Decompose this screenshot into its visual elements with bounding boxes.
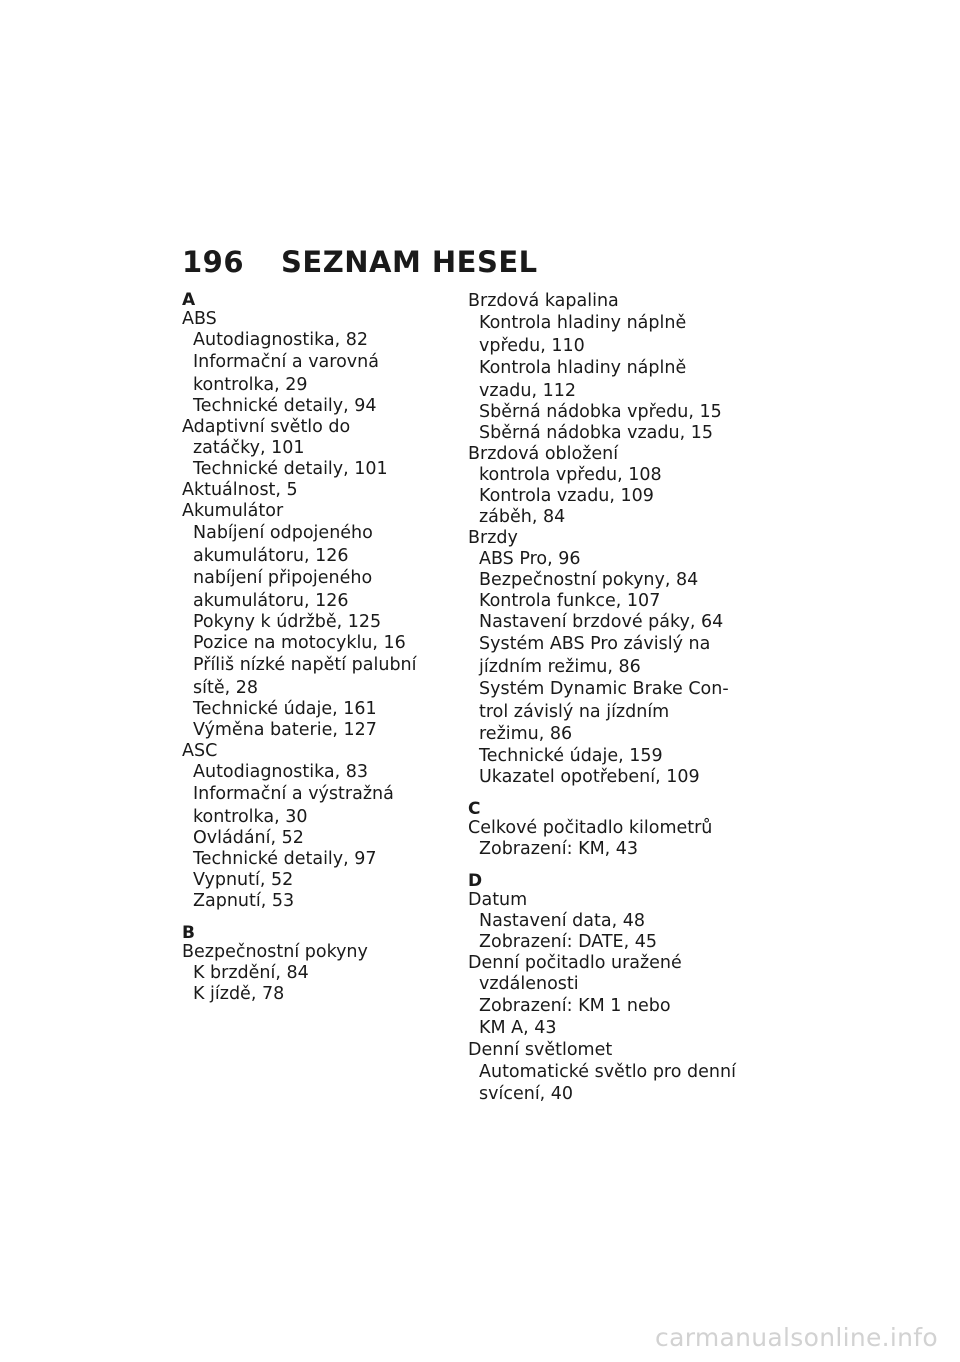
index-subentry <box>182 633 462 654</box>
index-subentry-line: Kontrola funkce, 107 <box>479 591 661 611</box>
index-subentry <box>468 507 758 528</box>
watermark-text: carmanualsonline.info <box>655 1323 938 1352</box>
index-subentry-line: Technické detaily, 101 <box>193 459 388 479</box>
index-term: Aktuálnost, 5 <box>182 480 298 500</box>
index-subentry-line: Zapnutí, 53 <box>193 891 295 911</box>
index-term: Brzdy <box>468 528 518 548</box>
index-subentry-line: Kontrola hladiny náplně <box>479 358 687 378</box>
index-term: Brzdová kapalina <box>468 291 619 311</box>
index-subentry-line: Vypnutí, 52 <box>193 870 294 890</box>
index-subentry-line: Technické údaje, 161 <box>193 699 377 719</box>
index-letter-heading: C <box>468 798 481 819</box>
index-subentry <box>182 351 462 396</box>
index-subentry-line: kontrolka, 29 <box>193 374 308 395</box>
index-subentry <box>468 549 758 570</box>
index-subentry <box>468 612 758 633</box>
index-subentry-line: K brzdění, 84 <box>193 963 309 983</box>
index-term: Adaptivní světlo do <box>182 417 351 437</box>
index-subentry <box>182 396 462 417</box>
index-letter-heading: A <box>182 290 196 310</box>
index-subentry-line: Technické detaily, 94 <box>193 396 377 416</box>
index-subentry-line: K jízdě, 78 <box>193 984 285 1004</box>
index-subentry <box>468 591 758 612</box>
index-subentry-line: Nastavení data, 48 <box>479 910 645 931</box>
index-subentry <box>468 423 758 444</box>
index-subentry <box>182 762 462 783</box>
index-subentry-line: vzdálenosti <box>479 973 579 994</box>
index-subentry-line: Ukazatel opotřebení, 109 <box>479 766 700 787</box>
index-subentry-line: Sběrná nádobka vzadu, 15 <box>479 423 713 443</box>
index-subentry <box>182 891 462 912</box>
index-subentry <box>182 828 462 849</box>
index-subentry-line: Nastavení brzdové páky, 64 <box>479 612 724 632</box>
index-term: Denní počitadlo uražené <box>468 952 682 973</box>
index-subentry-line: Pokyny k údržbě, 125 <box>193 612 382 632</box>
index-subentry-line: Bezpečnostní pokyny, 84 <box>479 570 699 590</box>
index-column-right <box>468 291 758 1106</box>
index-subentry <box>468 1061 758 1106</box>
index-subentry-line: Kontrola vzadu, 109 <box>479 486 654 506</box>
index-subentry-line: KM A, 43 <box>479 1018 557 1038</box>
index-subentry-line: kontrolka, 30 <box>193 806 308 827</box>
index-term: Akumulátor <box>182 501 284 521</box>
index-subentry <box>468 570 758 591</box>
index-subentry <box>468 839 758 860</box>
index-subentry-line: Zobrazení: KM, 43 <box>479 838 639 859</box>
index-subentry-line: jízdním režimu, 86 <box>479 656 641 677</box>
index-subentry <box>182 459 462 480</box>
index-subentry <box>182 849 462 870</box>
index-subentry-line: Zobrazení: DATE, 45 <box>479 931 658 952</box>
index-subentry <box>182 699 462 720</box>
index-subentry-line: ABS Pro, 96 <box>479 549 581 569</box>
index-subentry <box>182 654 462 699</box>
index-subentry <box>468 995 758 1040</box>
index-subentry-line: Autodiagnostika, 82 <box>193 330 369 350</box>
index-subentry <box>182 522 462 567</box>
index-subentry <box>468 402 758 423</box>
index-subentry-line: trol závislý na jízdním <box>479 701 670 722</box>
index-subentry-line: Zobrazení: KM 1 nebo <box>479 995 671 1016</box>
index-subentry-line: Informační a výstražná <box>193 784 394 804</box>
index-subentry-line: vzadu, 112 <box>479 380 576 401</box>
index-subentry-line: Systém Dynamic Brake Con- <box>479 679 729 699</box>
index-subentry <box>468 312 758 357</box>
index-subentry-line: Kontrola hladiny náplně <box>479 313 687 333</box>
index-subentry-line: Automatické světlo pro denní <box>479 1061 736 1082</box>
index-column-left <box>182 291 462 1005</box>
index-subentry-line: Nabíjení odpojeného <box>193 523 373 543</box>
index-subentry <box>182 330 462 351</box>
index-term: Denní světlomet <box>468 1039 613 1060</box>
index-term: ASC <box>182 741 218 761</box>
index-subentry-line: vpředu, 110 <box>479 335 585 356</box>
index-subentry-line: Systém ABS Pro závislý na <box>479 634 711 654</box>
index-subentry-line: sítě, 28 <box>193 677 259 698</box>
index-subentry-line: zatáčky, 101 <box>193 438 305 458</box>
index-letter-heading: D <box>468 870 483 891</box>
page-header <box>182 244 538 280</box>
index-subentry <box>182 720 462 741</box>
index-subentry <box>182 567 462 612</box>
index-subentry-line: svícení, 40 <box>479 1084 574 1104</box>
index-term: Bezpečnostní pokyny <box>182 942 368 962</box>
index-subentry-line: Příliš nízké napětí palubní <box>193 655 417 675</box>
index-subentry-line: kontrola vpředu, 108 <box>479 465 662 485</box>
index-subentry-line: režimu, 86 <box>479 724 573 744</box>
index-subentry <box>468 633 758 678</box>
index-subentry <box>182 870 462 891</box>
index-term: Datum <box>468 889 528 910</box>
page-number: 196 <box>182 245 245 279</box>
index-subentry <box>468 678 758 746</box>
index-subentry-line: Pozice na motocyklu, 16 <box>193 633 406 653</box>
index-subentry-line: Technické detaily, 97 <box>193 849 377 869</box>
index-subentry-line: Sběrná nádobka vpředu, 15 <box>479 402 722 422</box>
index-subentry-line: Ovládání, 52 <box>193 828 304 848</box>
index-subentry <box>468 746 758 767</box>
index-subentry <box>182 783 462 828</box>
index-subentry <box>468 767 758 788</box>
page-title: SEZNAM HESEL <box>281 245 538 279</box>
index-subentry-line: Technické údaje, 159 <box>479 745 663 766</box>
index-term: Celkové počitadlo kilometrů <box>468 817 713 838</box>
index-subentry-line: Autodiagnostika, 83 <box>193 762 369 782</box>
index-subentry <box>468 932 758 953</box>
index-subentry <box>182 984 462 1005</box>
index-subentry-line: akumulátoru, 126 <box>193 590 349 611</box>
index-subentry <box>182 438 462 459</box>
index-term: ABS <box>182 309 217 329</box>
index-subentry <box>468 974 758 995</box>
index-subentry <box>468 465 758 486</box>
index-term: Brzdová obložení <box>468 444 619 464</box>
index-subentry <box>468 486 758 507</box>
index-subentry <box>468 911 758 932</box>
index-subentry-line: Informační a varovná <box>193 352 379 372</box>
index-subentry <box>468 357 758 402</box>
index-subentry-line: nabíjení připojeného <box>193 568 373 588</box>
index-letter-heading: B <box>182 923 195 943</box>
index-subentry <box>182 612 462 633</box>
index-subentry-line: akumulátoru, 126 <box>193 545 349 566</box>
index-subentry <box>182 963 462 984</box>
index-subentry-line: Výměna baterie, 127 <box>193 720 377 740</box>
index-subentry-line: záběh, 84 <box>479 507 566 527</box>
